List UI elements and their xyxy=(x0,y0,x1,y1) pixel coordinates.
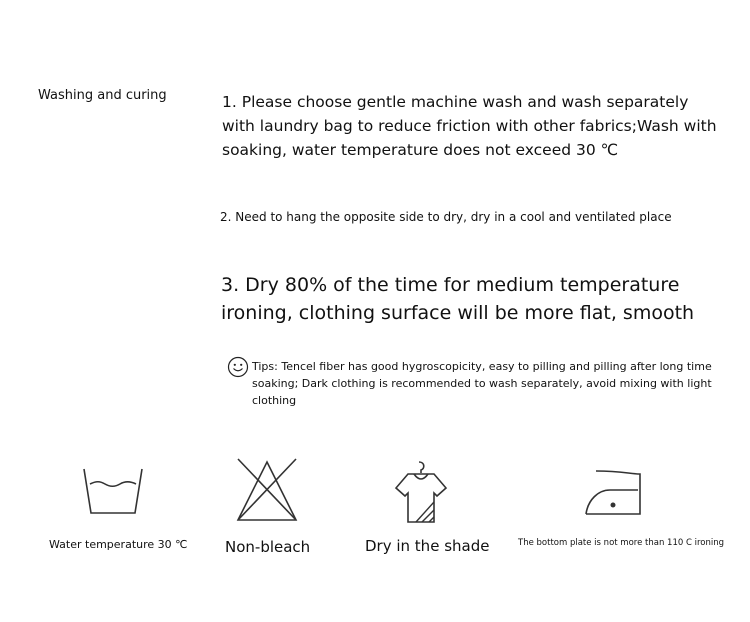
iron-icon xyxy=(580,462,650,532)
instruction-3: 3. Dry 80% of the time for medium temperature ironing, clothing surface will be more flat, smooth xyxy=(221,274,695,324)
wash-tub-icon xyxy=(78,462,148,532)
instruction-1: 1. Please choose gentle machine wash and wash separately with laundry bag to reduce friction with other fabrics;Wash with soaking, water temperature does not exceed 30 ℃ xyxy=(222,93,717,159)
care-label-wash: Water temperature 30 ℃ xyxy=(49,538,188,551)
instruction-2: 2. Need to hang the opposite side to dry, dry in a cool and ventilated place xyxy=(220,210,672,224)
dry-in-shade-icon xyxy=(386,460,456,530)
tips-text: Tips: Tencel fiber has good hygroscopicity, easy to pilling and pilling after long time soaking; Dark clothing is recommended to wash separately, avoid mixing with light clothing xyxy=(252,360,712,407)
care-label-iron: The bottom plate is not more than 110 C ironing xyxy=(518,538,725,548)
smiley-icon xyxy=(227,356,249,378)
no-bleach-icon xyxy=(232,456,302,526)
section-title: Washing and curing xyxy=(38,88,167,103)
care-label-bleach: Non-bleach xyxy=(225,538,311,556)
care-label-shade: Dry in the shade xyxy=(365,537,490,555)
